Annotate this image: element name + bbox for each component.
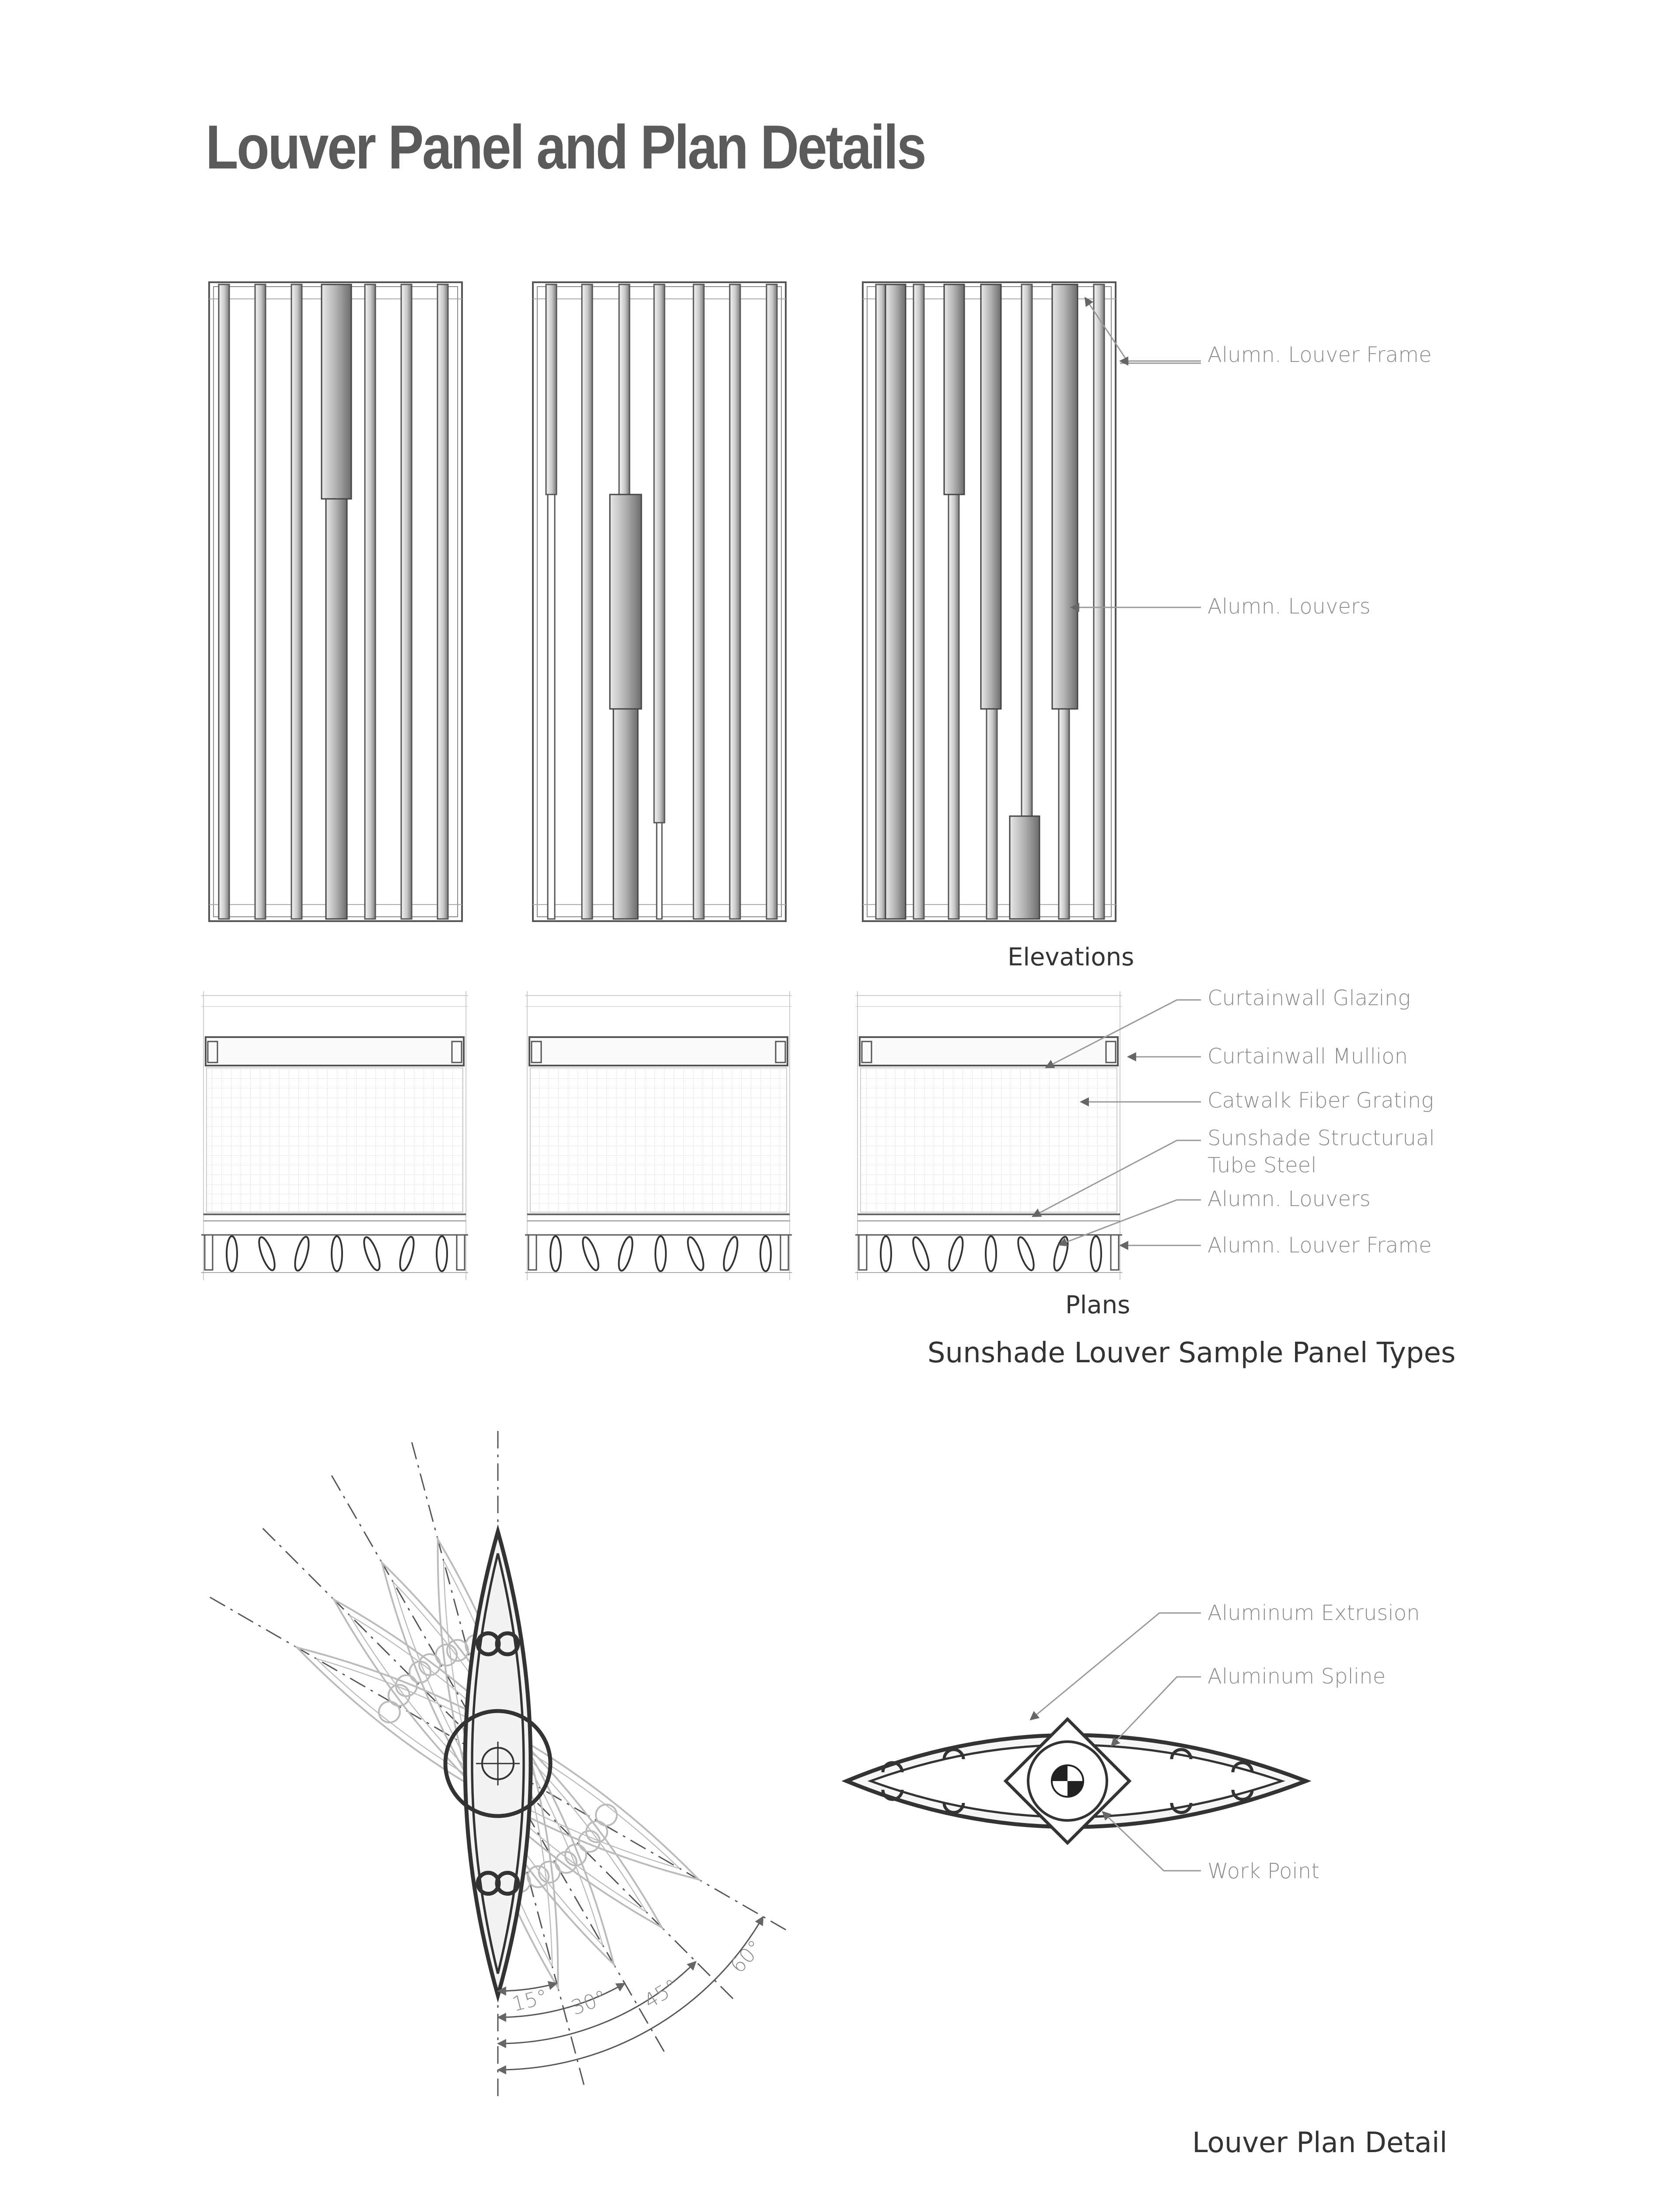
angle-label-15: 15° — [509, 1984, 550, 2016]
louver-mid — [886, 284, 906, 919]
frame-end — [528, 1235, 536, 1270]
curtainwall-mullion — [206, 1037, 464, 1066]
angle-label-60: 60° — [725, 1935, 767, 1978]
louver-mid — [981, 284, 1001, 709]
louver — [365, 284, 375, 919]
plan-louver — [946, 1235, 966, 1272]
plan-panels — [201, 991, 1122, 1280]
label-curtainwall-mullion: Curtainwall Mullion — [1208, 1044, 1408, 1069]
louver — [438, 284, 448, 919]
plan-louver — [332, 1236, 342, 1271]
plan-louver — [910, 1235, 932, 1272]
plan-louver — [616, 1235, 635, 1272]
louver-mid — [326, 499, 347, 919]
label-aluminum-spline: Aluminum Spline — [1208, 1664, 1386, 1689]
catwalk-grating — [530, 1068, 787, 1212]
label-louver-frame: Alumn. Louver Frame — [1208, 343, 1432, 367]
frame-end — [457, 1235, 465, 1270]
louver-wide — [1010, 816, 1040, 919]
louver — [546, 284, 556, 494]
louver-plan-detail — [847, 1719, 1306, 1843]
label-plan-louvers: Alumn. Louvers — [1208, 1187, 1371, 1211]
louver — [876, 284, 886, 919]
louver-rotation-study — [210, 1431, 786, 2096]
label-louvers: Alumn. Louvers — [1208, 594, 1371, 619]
plan-louver — [361, 1235, 383, 1272]
louver-wide — [1052, 284, 1078, 709]
plan-louver — [1091, 1236, 1101, 1271]
label-aluminum-extrusion: Aluminum Extrusion — [1208, 1601, 1420, 1625]
elevations-caption: Elevations — [1008, 943, 1134, 971]
plan-louver — [986, 1236, 996, 1271]
frame-end — [205, 1235, 213, 1270]
label-curtainwall-glazing: Curtainwall Glazing — [1208, 986, 1410, 1010]
curtainwall-mullion — [529, 1037, 788, 1066]
louver-mid — [613, 709, 638, 919]
louver — [730, 284, 740, 919]
louver — [291, 284, 302, 919]
label-tube-steel-line2: Tube Steel — [1208, 1153, 1317, 1178]
elevation-leaders — [1071, 298, 1201, 607]
frame-end — [1111, 1235, 1119, 1270]
plan-panel — [525, 991, 792, 1280]
label-tube-steel-line1: Sunshade Structurual — [1208, 1126, 1435, 1150]
plan-louver — [721, 1235, 740, 1272]
louver-thin — [657, 823, 662, 919]
plan-louver — [256, 1235, 278, 1272]
elevation-panels — [209, 282, 1116, 921]
detail-caption: Louver Plan Detail — [1192, 2127, 1448, 2159]
louver — [693, 284, 704, 919]
angle-label-30: 30° — [568, 1985, 610, 2020]
louver-wide — [610, 494, 641, 709]
catwalk-grating — [206, 1068, 463, 1212]
label-catwalk-grating: Catwalk Fiber Grating — [1208, 1088, 1434, 1113]
plan-louver — [397, 1235, 416, 1272]
louver — [654, 284, 665, 823]
plan-louver — [580, 1235, 602, 1272]
louver — [401, 284, 412, 919]
plan-louver — [550, 1236, 561, 1271]
louver-mid — [944, 284, 964, 494]
curtainwall-mullion — [860, 1037, 1118, 1066]
louver — [1094, 284, 1104, 919]
louver — [766, 284, 777, 919]
louver-thin — [548, 494, 555, 919]
plan-panel — [201, 991, 468, 1280]
label-plan-louver-frame: Alumn. Louver Frame — [1208, 1233, 1432, 1258]
louver-wide — [322, 284, 351, 499]
louver — [255, 284, 266, 919]
catwalk-grating — [861, 1068, 1117, 1212]
frame-end — [859, 1235, 867, 1270]
label-work-point: Work Point — [1208, 1859, 1320, 1883]
louver — [914, 284, 924, 919]
plan-louver — [655, 1236, 666, 1271]
frame-end — [780, 1235, 788, 1270]
plan-louver — [685, 1235, 707, 1272]
plan-louver — [881, 1236, 891, 1271]
plans-caption: Plans — [1065, 1291, 1130, 1319]
page-title: Louver Panel and Plan Details — [206, 112, 925, 182]
louver — [219, 284, 229, 919]
plan-louver — [292, 1235, 312, 1272]
plan-louver — [227, 1236, 237, 1271]
louver — [582, 284, 592, 919]
plan-louver — [760, 1236, 771, 1271]
angle-label-45: 45° — [639, 1974, 682, 2013]
plan-louver — [1015, 1235, 1037, 1272]
panel-types-caption: Sunshade Louver Sample Panel Types — [928, 1337, 1456, 1369]
plan-louver — [437, 1236, 447, 1271]
